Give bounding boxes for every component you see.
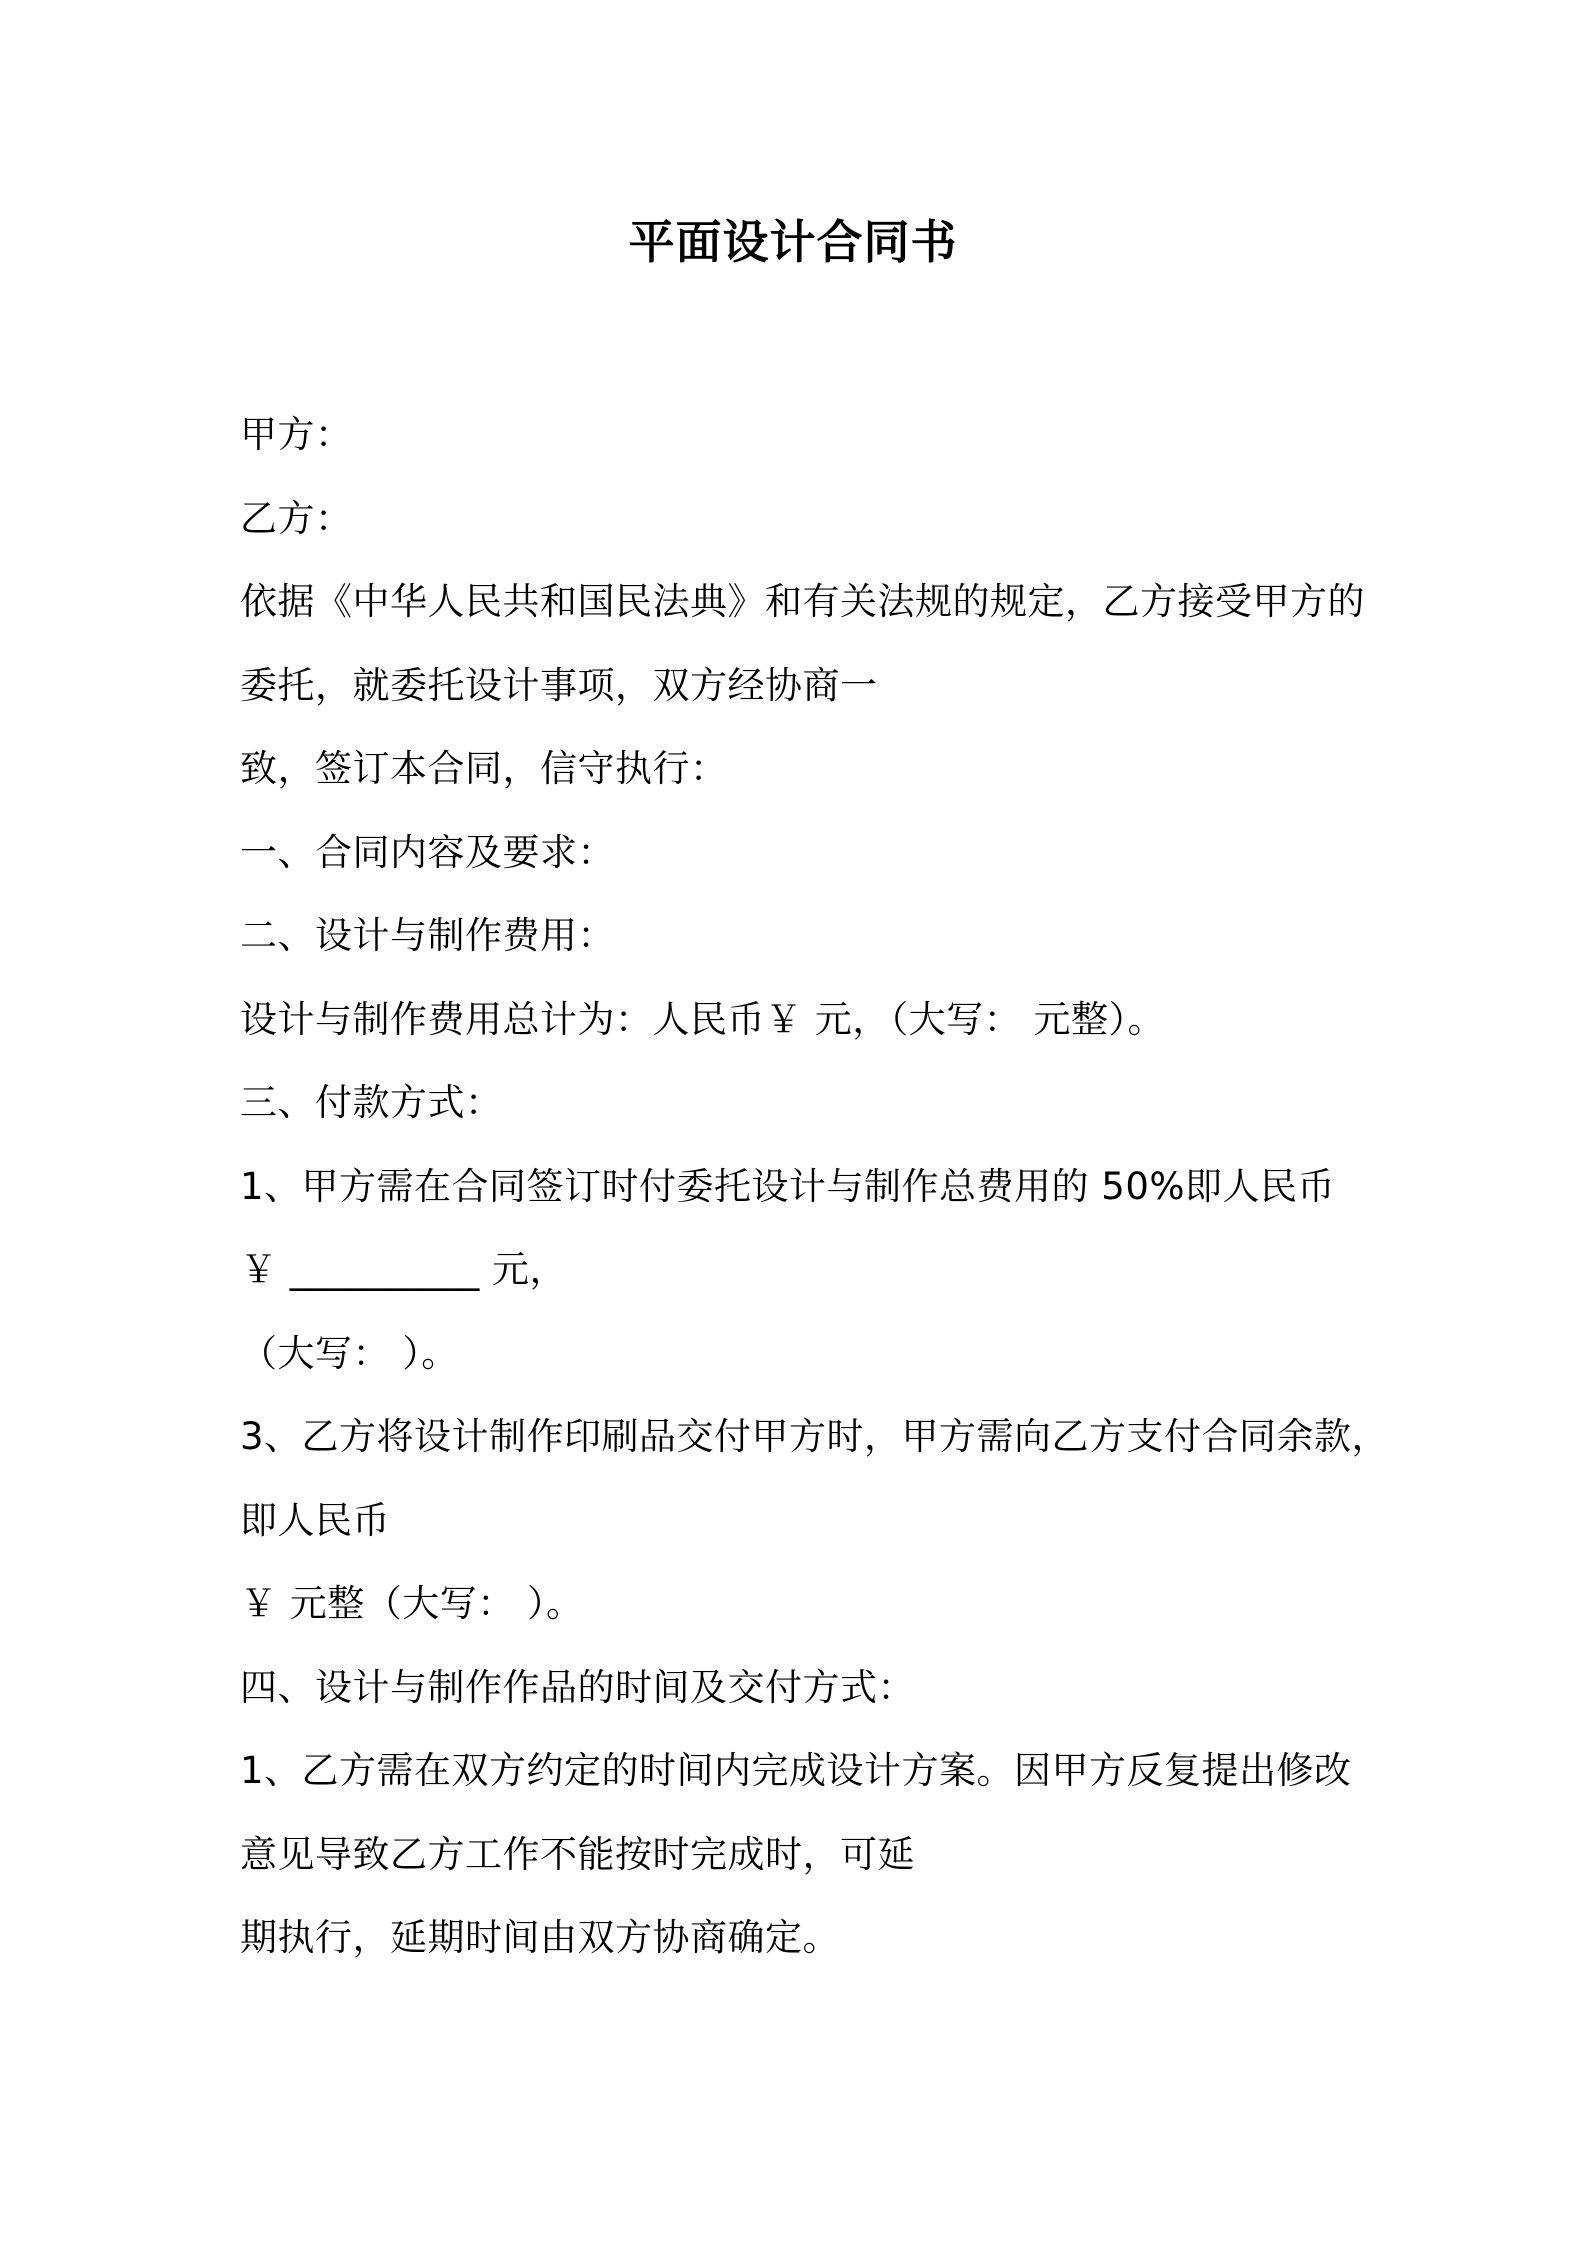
document-body [240,405,1390,1992]
delivery-clause-line: 期执行，延期时间由双方协商确定。 [240,1916,840,1959]
preamble-line: 委托，就委托设计事项，双方经协商一 [240,663,878,707]
fee-total-line: 设计与制作费用总计为：人民币￥ 元，（大写： 元整）。 [240,997,1166,1041]
party-b-line: 乙方： [240,496,353,540]
preamble-line: 依据《中华人民共和国民法典》和有关法规的规定，乙方接受甲方的 [240,580,1365,623]
section-heading: 三、付款方式： [240,1081,503,1124]
section-heading: 四、设计与制作作品的时间及交付方式： [240,1665,915,1709]
document-title: 平面设计合同书 [628,215,958,269]
payment-amount-line: ￥ __________ 元， [240,1248,568,1291]
payment-amount-line: （大写： ）。 [240,1331,459,1375]
delivery-clause-line: 意见导致乙方工作不能按时完成时，可延 [240,1832,915,1876]
payment-clause-line: 即人民币 [240,1498,390,1542]
payment-clause-line: 1、甲方需在合同签订时付委托设计与制作总费用的 50%即人民币 [240,1164,1336,1208]
delivery-clause-line: 1、乙方需在双方约定的时间内完成设计方案。因甲方反复提出修改 [240,1749,1352,1792]
payment-clause-line: 3、乙方将设计制作印刷品交付甲方时，甲方需向乙方支付合同余款， [240,1415,1390,1458]
section-heading: 二、设计与制作费用： [240,914,615,957]
preamble-line: 致，签订本合同，信守执行： [240,747,728,790]
party-a-line: 甲方： [240,413,353,456]
payment-amount-line: ￥ 元整（大写： ）。 [240,1582,584,1625]
section-heading: 一、合同内容及要求： [240,830,615,874]
